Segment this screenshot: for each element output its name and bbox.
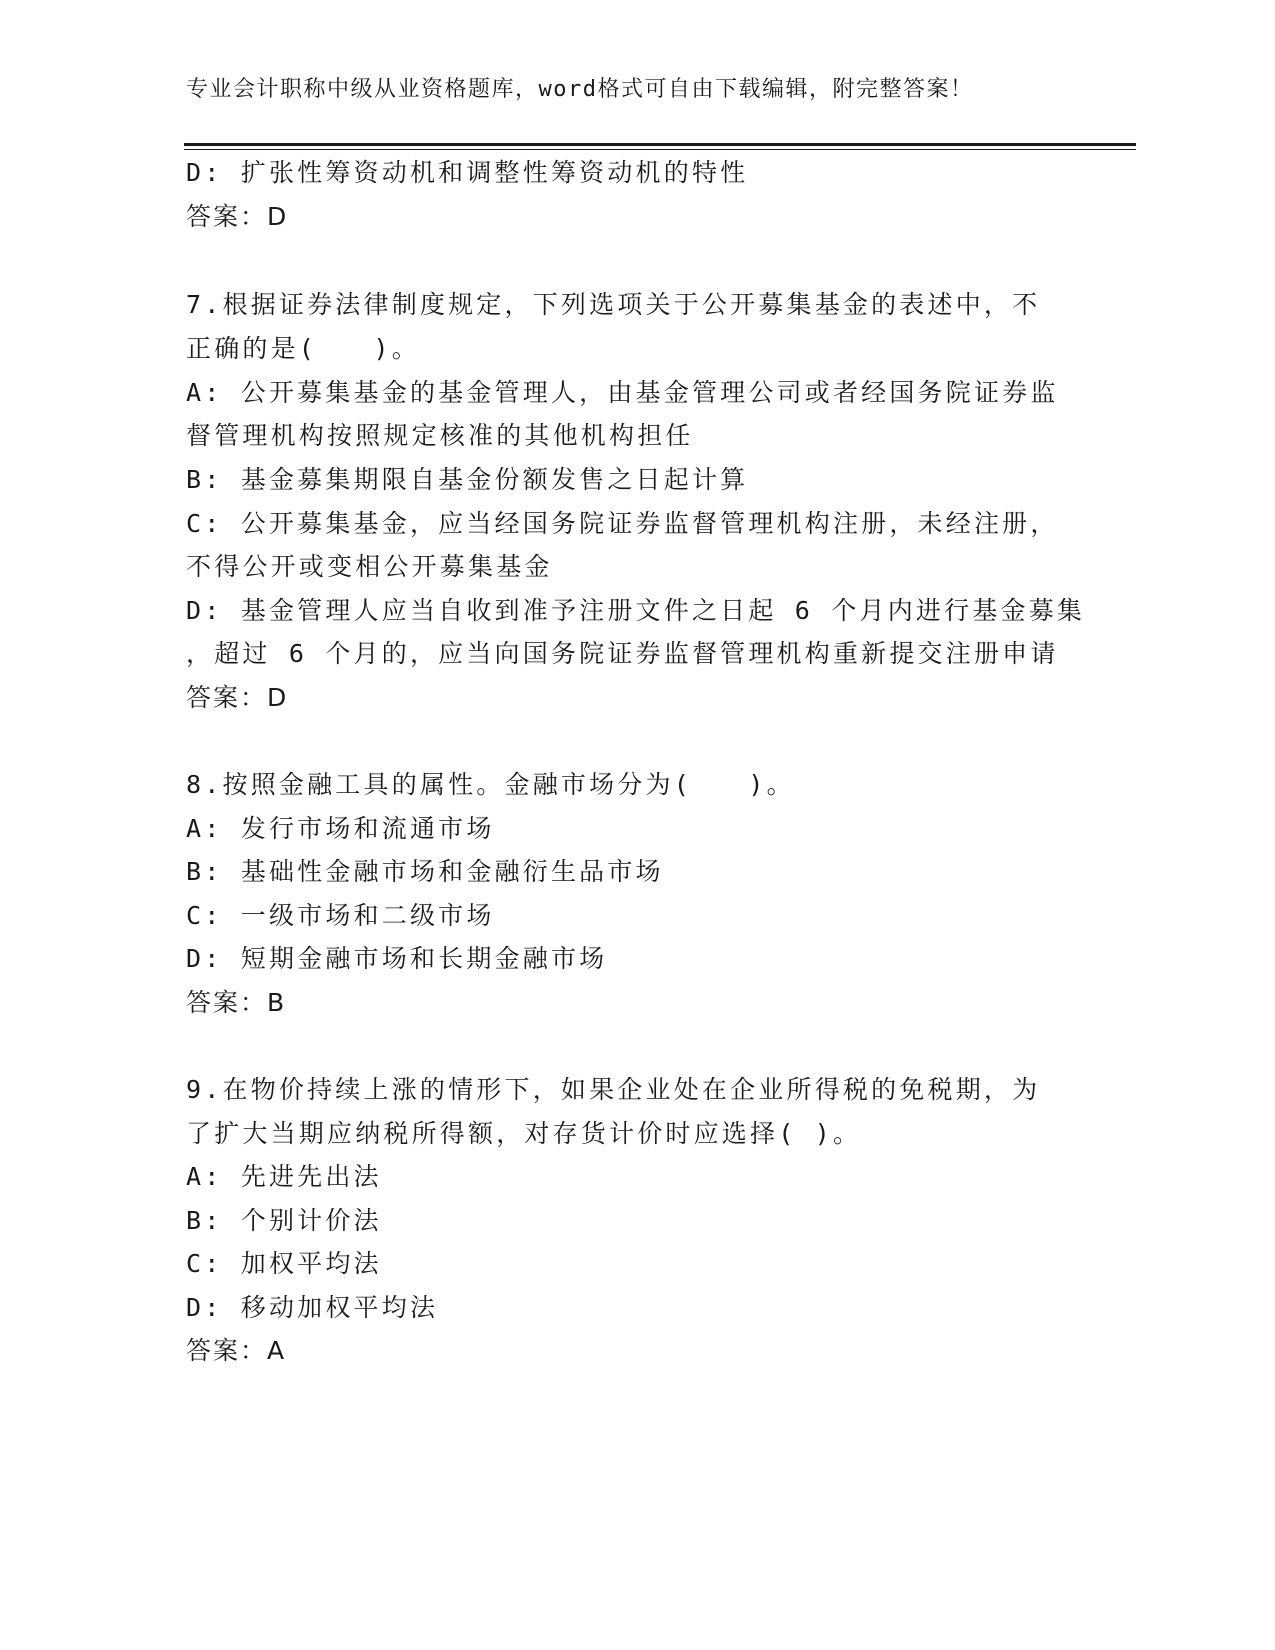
page-header: 专业会计职称中级从业资格题库，word格式可自由下载编辑，附完整答案！	[186, 77, 974, 102]
q6-option-d: D: 扩张性筹资动机和调整性筹资动机的特性	[186, 158, 749, 187]
q8-option-c: C: 一级市场和二级市场	[186, 901, 495, 930]
q8-stem: 8.按照金融工具的属性。金融市场分为( )。	[186, 770, 795, 799]
header-rule-thick	[184, 143, 1136, 146]
q7-option-d-line-1: D: 基金管理人应当自收到准予注册文件之日起 6 个月内进行基金募集	[186, 596, 1086, 625]
q7-stem-line-2: 正确的是( )。	[186, 334, 420, 363]
q8-option-a: A: 发行市场和流通市场	[186, 814, 495, 843]
q7-option-c-line-1: C: 公开募集基金，应当经国务院证券监督管理机构注册，未经注册，	[186, 509, 1059, 538]
q9-option-c: C: 加权平均法	[186, 1249, 382, 1278]
q8-option-d: D: 短期金融市场和长期金融市场	[186, 944, 608, 973]
header-rule-thin	[184, 149, 1136, 150]
q9-option-d: D: 移动加权平均法	[186, 1293, 439, 1322]
q7-option-b: B: 基金募集期限自基金份额发售之日起计算	[186, 465, 749, 494]
q9-stem-line-2: 了扩大当期应纳税所得额，对存货计价时应选择( )。	[186, 1119, 862, 1148]
q9-option-a: A: 先进先出法	[186, 1162, 382, 1191]
q7-option-a-line-1: A: 公开募集基金的基金管理人，由基金管理公司或者经国务院证券监	[186, 378, 1059, 407]
q9-stem-line-1: 9.在物价持续上涨的情形下，如果企业处在企业所得税的免税期，为	[186, 1075, 1041, 1104]
q7-option-c-line-2: 不得公开或变相公开募集基金	[186, 552, 553, 581]
q9-answer: 答案：A	[186, 1336, 287, 1365]
q8-answer: 答案：B	[186, 988, 287, 1017]
q7-stem-line-1: 7.根据证券法律制度规定，下列选项关于公开募集基金的表述中，不	[186, 290, 1041, 319]
q8-option-b: B: 基础性金融市场和金融衍生品市场	[186, 857, 664, 886]
q7-option-a-line-2: 督管理机构按照规定核准的其他机构担任	[186, 421, 694, 450]
q7-answer: 答案：D	[186, 683, 289, 712]
q9-option-b: B: 个别计价法	[186, 1206, 382, 1235]
q6-answer: 答案：D	[186, 202, 289, 231]
q7-option-d-line-2: ，超过 6 个月的，应当向国务院证券监督管理机构重新提交注册申请	[186, 639, 1059, 668]
